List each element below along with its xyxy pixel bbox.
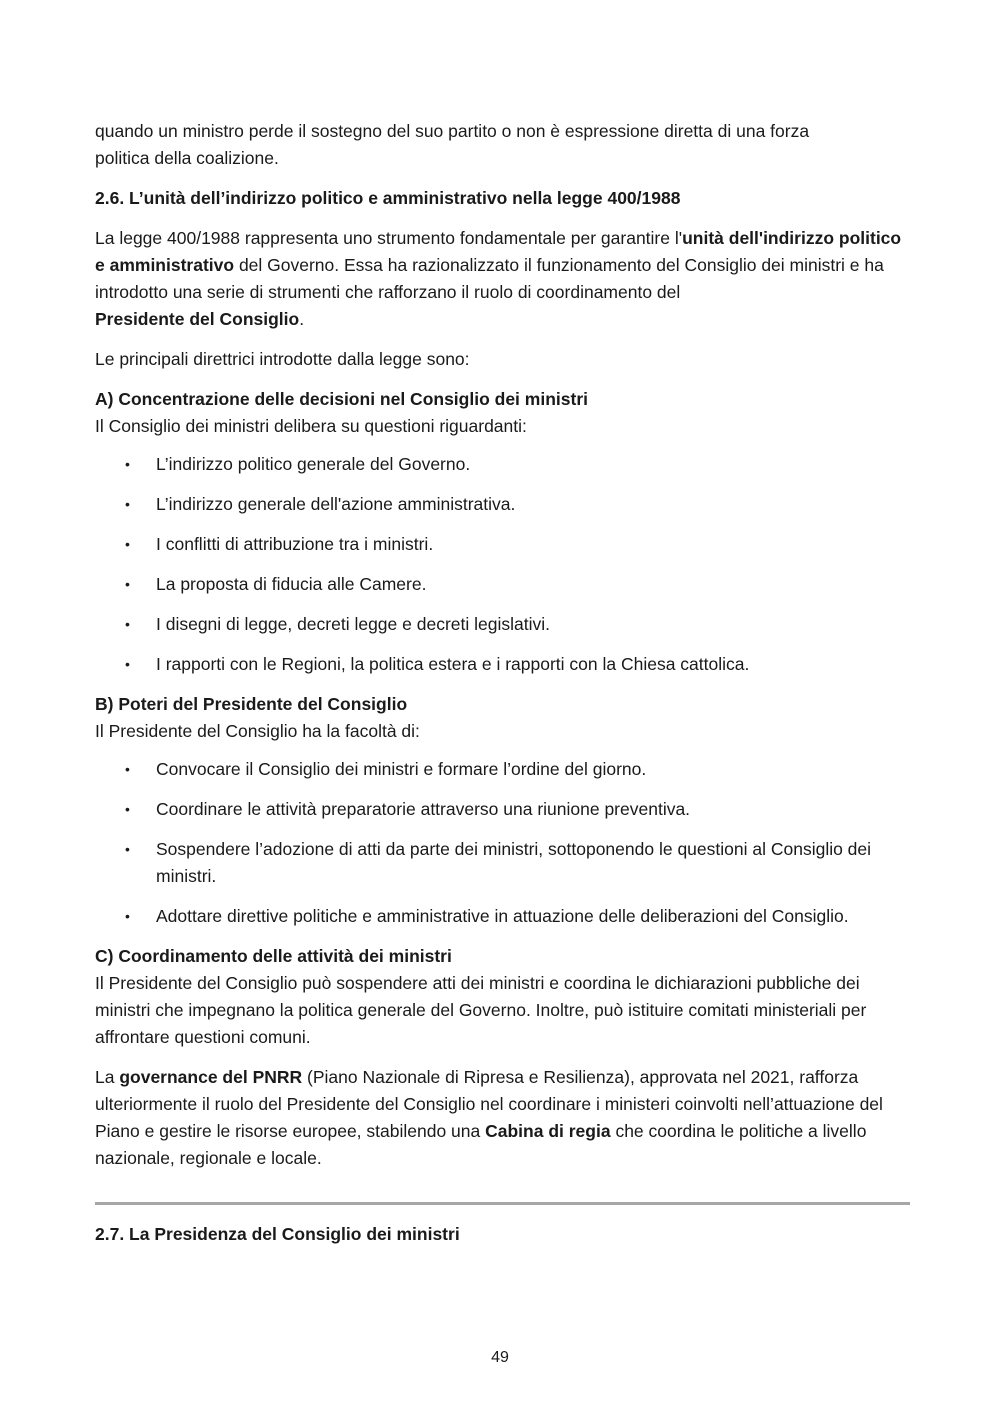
law-400-text-c: del Governo. Essa ha razionalizzato il funzionamento del Consiglio dei ministri e ha introdotto una serie di strumenti che rafforzano il ruolo di coordinamento del <box>95 255 884 302</box>
horizontal-divider <box>95 1202 910 1205</box>
bullet-icon: • <box>125 801 130 817</box>
bullet-icon: • <box>125 616 130 632</box>
section-b-intro: Il Presidente del Consiglio ha la facoltà di: <box>95 721 420 741</box>
list-item-text: Adottare direttive politiche e amministrative in attuazione delle deliberazioni del Consiglio. <box>156 906 849 926</box>
list-item-text: La proposta di fiducia alle Camere. <box>156 574 427 594</box>
intro-line-2: politica della coalizione. <box>95 148 279 168</box>
section-b-list <box>95 756 910 930</box>
list-item-text: I rapporti con le Regioni, la politica estera e i rapporti con la Chiesa cattolica. <box>156 654 750 674</box>
list-item <box>95 611 910 638</box>
law-400-text-e: . <box>299 309 305 329</box>
list-item-text: Convocare il Consiglio dei ministri e formare l’ordine del giorno. <box>156 759 647 779</box>
list-item-text: L’indirizzo politico generale del Governo. <box>156 454 471 474</box>
section-2-7-heading: 2.7. La Presidenza del Consiglio dei ministri <box>95 1224 460 1244</box>
law-400-paragraph <box>95 225 910 333</box>
intro-paragraph <box>95 118 910 172</box>
pnrr-text-a: La <box>95 1067 120 1087</box>
pnrr-bold-cabina: Cabina di regia <box>485 1121 611 1141</box>
list-item-text: Coordinare le attività preparatorie attraverso una riunione preventiva. <box>156 799 691 819</box>
list-item-text: L’indirizzo generale dell'azione amministrativa. <box>156 494 516 514</box>
bullet-icon: • <box>125 908 130 924</box>
list-item <box>95 531 910 558</box>
law-400-bold-unity: unità dell'indirizzo politico e amministrativo <box>95 228 902 275</box>
section-a-list <box>95 451 910 678</box>
pnrr-text-e: che coordina le politiche a livello nazionale, regionale e locale. <box>95 1121 867 1168</box>
list-item <box>95 796 910 823</box>
section-c-body: Il Presidente del Consiglio può sospendere atti dei ministri e coordina le dichiarazioni pubbliche dei ministri che impegnano la politica generale del Governo. Inoltre, può istituire comitati ministeriali per affrontare questioni comuni. <box>95 973 867 1047</box>
list-item <box>95 651 910 678</box>
law-400-text-a: La legge 400/1988 rappresenta uno strumento fondamentale per garantire l' <box>95 228 683 248</box>
list-item <box>95 836 910 890</box>
list-item-text: I disegni di legge, decreti legge e decreti legislativi. <box>156 614 550 634</box>
list-item-text: I conflitti di attribuzione tra i ministri. <box>156 534 434 554</box>
document-page <box>95 118 910 1261</box>
law-400-bold-president: Presidente del Consiglio <box>95 309 300 329</box>
bullet-icon: • <box>125 656 130 672</box>
list-item <box>95 903 910 930</box>
bullet-icon: • <box>125 576 130 592</box>
list-item-text: Sospendere l’adozione di atti da parte dei ministri, sottoponendo le questioni al Consiglio dei ministri. <box>156 839 872 886</box>
section-a-heading: A) Concentrazione delle decisioni nel Consiglio dei ministri <box>95 389 588 409</box>
pnrr-text-c: (Piano Nazionale di Ripresa e Resilienza), approvata nel 2021, rafforza ulteriormente il ruolo del Presidente del Consiglio nel coordinare i ministeri coinvolti nell’attuazione del Piano e gestire le risorse europee, stabilendo una <box>95 1067 883 1141</box>
bullet-icon: • <box>125 456 130 472</box>
intro-line-1: quando un ministro perde il sostegno del suo partito o non è espressione diretta di una forza <box>95 121 810 141</box>
list-item <box>95 756 910 783</box>
section-2-6-heading: 2.6. L’unità dell’indirizzo politico e amministrativo nella legge 400/1988 <box>95 188 681 208</box>
section-a-intro: Il Consiglio dei ministri delibera su questioni riguardanti: <box>95 416 527 436</box>
guidelines-intro: Le principali direttrici introdotte dalla legge sono: <box>95 349 470 369</box>
page-number: 49 <box>491 1349 509 1366</box>
list-item <box>95 491 910 518</box>
pnrr-paragraph <box>95 1064 910 1172</box>
list-item <box>95 571 910 598</box>
section-b-heading: B) Poteri del Presidente del Consiglio <box>95 694 408 714</box>
bullet-icon: • <box>125 496 130 512</box>
section-c-heading: C) Coordinamento delle attività dei ministri <box>95 946 452 966</box>
bullet-icon: • <box>125 841 130 857</box>
pnrr-bold-governance: governance del PNRR <box>119 1067 303 1087</box>
bullet-icon: • <box>125 761 130 777</box>
bullet-icon: • <box>125 536 130 552</box>
list-item <box>95 451 910 478</box>
